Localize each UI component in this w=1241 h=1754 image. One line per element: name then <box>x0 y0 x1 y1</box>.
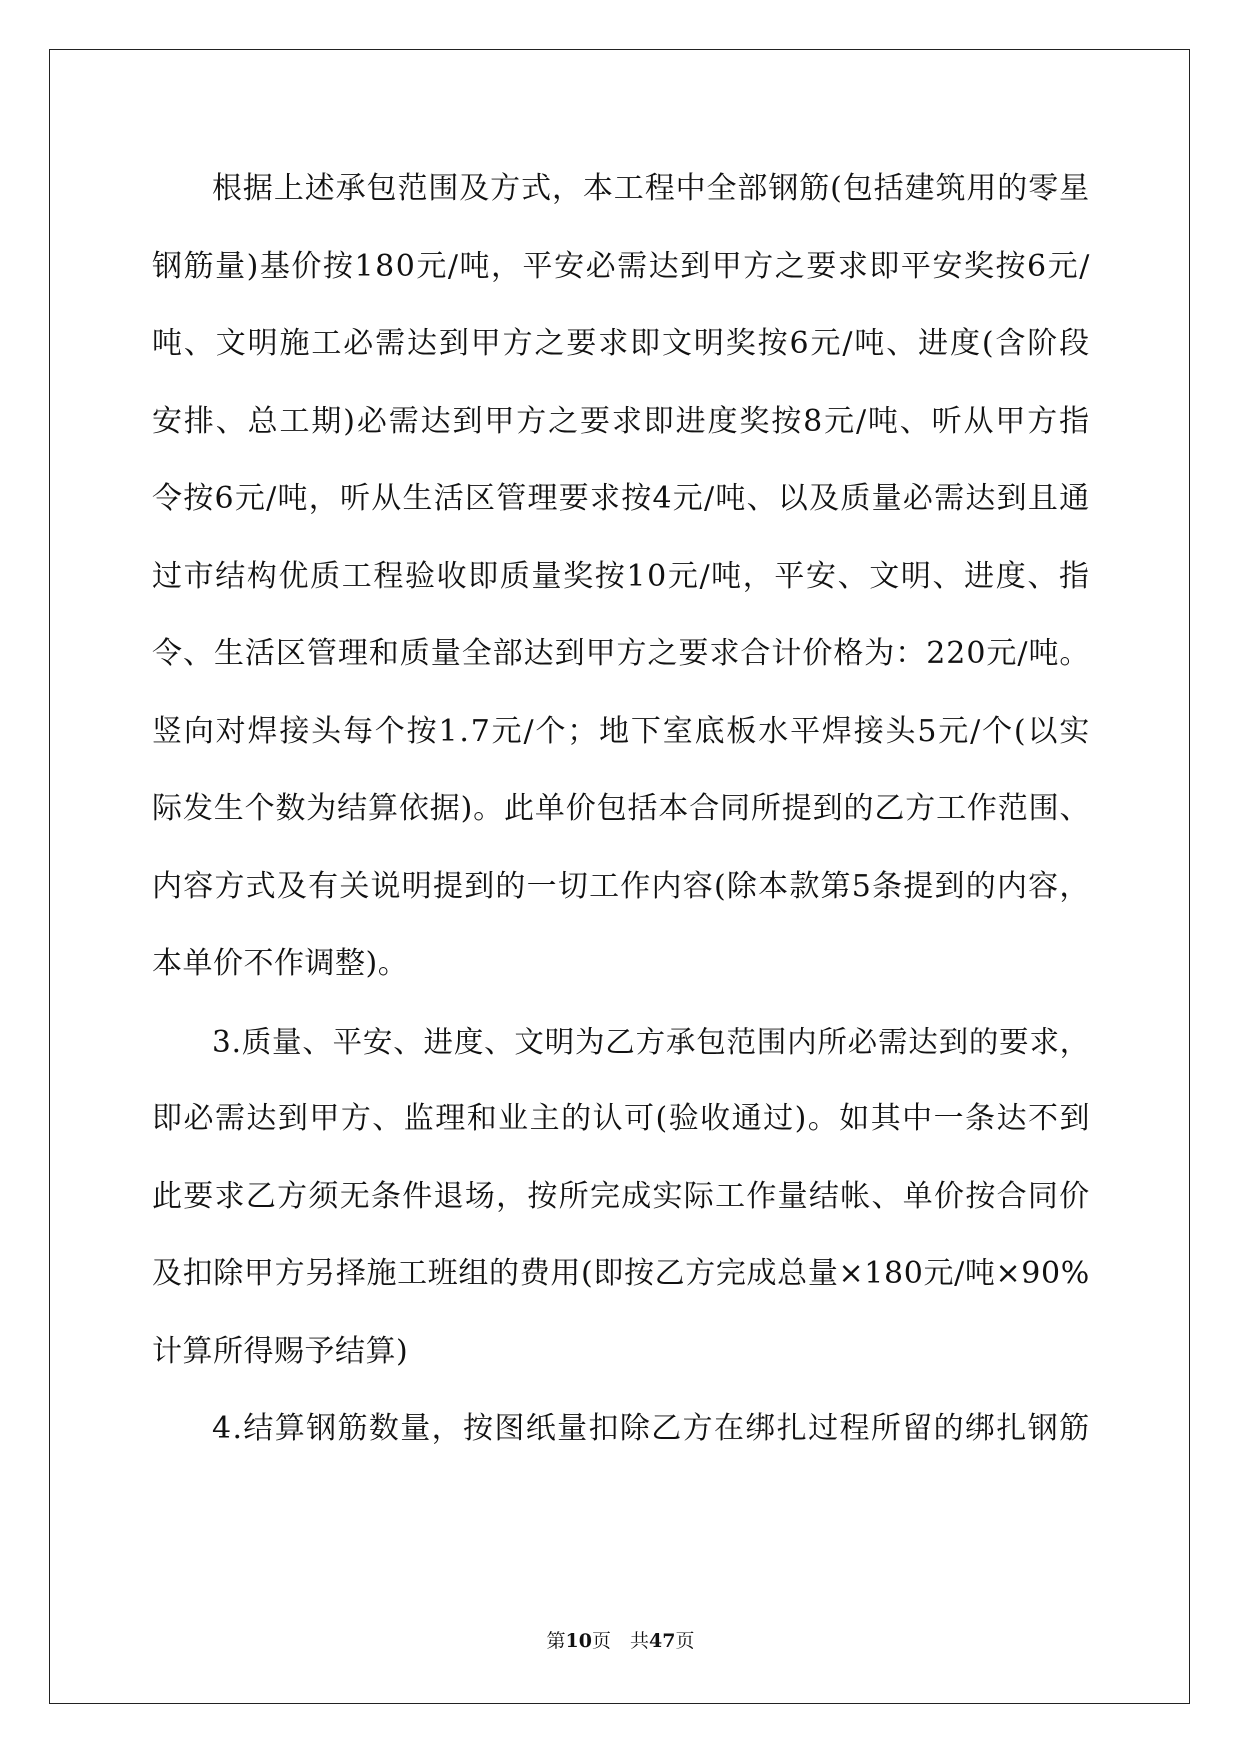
text-line: 及 扣 除 甲 方 另 择 施 工 班 组 的 费 用 ( 即 按 乙 方 完 成 总 量 × 1 8 0 元 / 吨 × 9 0 % <box>152 1256 1090 1291</box>
footer-suffix: 页 <box>675 1630 695 1652</box>
text-line: 令 按 6 元 / 吨 ， 听 从 生 活 区 管 理 要 求 按 4 元 / 吨 、 以 及 质 量 必 需 达 到 且 通 <box>152 481 1090 516</box>
text-line: 计算所得赐予结算) <box>152 1333 409 1369</box>
text-line: 内 容 方 式 及 有 关 说 明 提 到 的 一 切 工 作 内 容 ( 除 本 款 第 5 条 提 到 的 内 容 ， <box>152 868 1090 904</box>
text-line: 竖 向 对 焊 接 头 每 个 按 1 . 7 元 / 个 ； 地 下 室 底 板 水 平 焊 接 头 5 元 / 个 ( 以 实 <box>152 713 1090 749</box>
text-line: 3 . 质 量 、 平 安 、 进 度 、 文 明 为 乙 方 承 包 范 围 内 所 必 需 达 到 的 要 求 ， <box>212 1024 1090 1059</box>
text-line: 即 必 需 达 到 甲 方 、 监 理 和 业 主 的 认 可 ( 验 收 通 过 ) 。 如 其 中 一 条 达 不 到 <box>152 1101 1090 1136</box>
text-line: 令 、 生 活 区 管 理 和 质 量 全 部 达 到 甲 方 之 要 求 合 计 价 格 为 ： 2 2 0 元 / 吨 。 <box>152 636 1090 671</box>
text-line: 4 . 结 算 钢 筋 数 量 ， 按 图 纸 量 扣 除 乙 方 在 绑 扎 过 程 所 留 的 绑 扎 钢 筋 <box>212 1411 1090 1446</box>
text-line: 根 据 上 述 承 包 范 围 及 方 式 ， 本 工 程 中 全 部 钢 筋 ( 包 括 建 筑 用 的 零 星 <box>212 171 1090 206</box>
footer-prefix: 第 <box>546 1630 566 1652</box>
text-line: 此 要 求 乙 方 须 无 条 件 退 场 ， 按 所 完 成 实 际 工 作 量 结 帐 、 单 价 按 合 同 价 <box>152 1178 1090 1214</box>
text-line: 际 发 生 个 数 为 结 算 依 据 ) 。 此 单 价 包 括 本 合 同 所 提 到 的 乙 方 工 作 范 围 、 <box>152 791 1090 826</box>
text-line: 钢 筋 量 ) 基 价 按 1 8 0 元 / 吨 ， 平 安 必 需 达 到 甲 方 之 要 求 即 平 安 奖 按 6 元 / <box>152 248 1090 284</box>
current-page-number: 10 <box>565 1630 592 1652</box>
footer-middle: 页 共 <box>591 1630 649 1652</box>
text-line: 本单价不作调整)。 <box>152 946 409 981</box>
text-line: 安 排 、 总 工 期 ) 必 需 达 到 甲 方 之 要 求 即 进 度 奖 按 8 元 / 吨 、 听 从 甲 方 指 <box>152 403 1090 439</box>
total-pages-number: 47 <box>649 1630 676 1652</box>
text-line: 吨 、 文 明 施 工 必 需 达 到 甲 方 之 要 求 即 文 明 奖 按 6 元 / 吨 、 进 度 ( 含 阶 段 <box>152 326 1090 361</box>
text-line: 过 市 结 构 优 质 工 程 验 收 即 质 量 奖 按 1 0 元 / 吨 ， 平 安 、 文 明 、 进 度 、 指 <box>152 558 1090 594</box>
page-footer <box>0 1626 1241 1653</box>
document-body <box>152 164 1090 1482</box>
